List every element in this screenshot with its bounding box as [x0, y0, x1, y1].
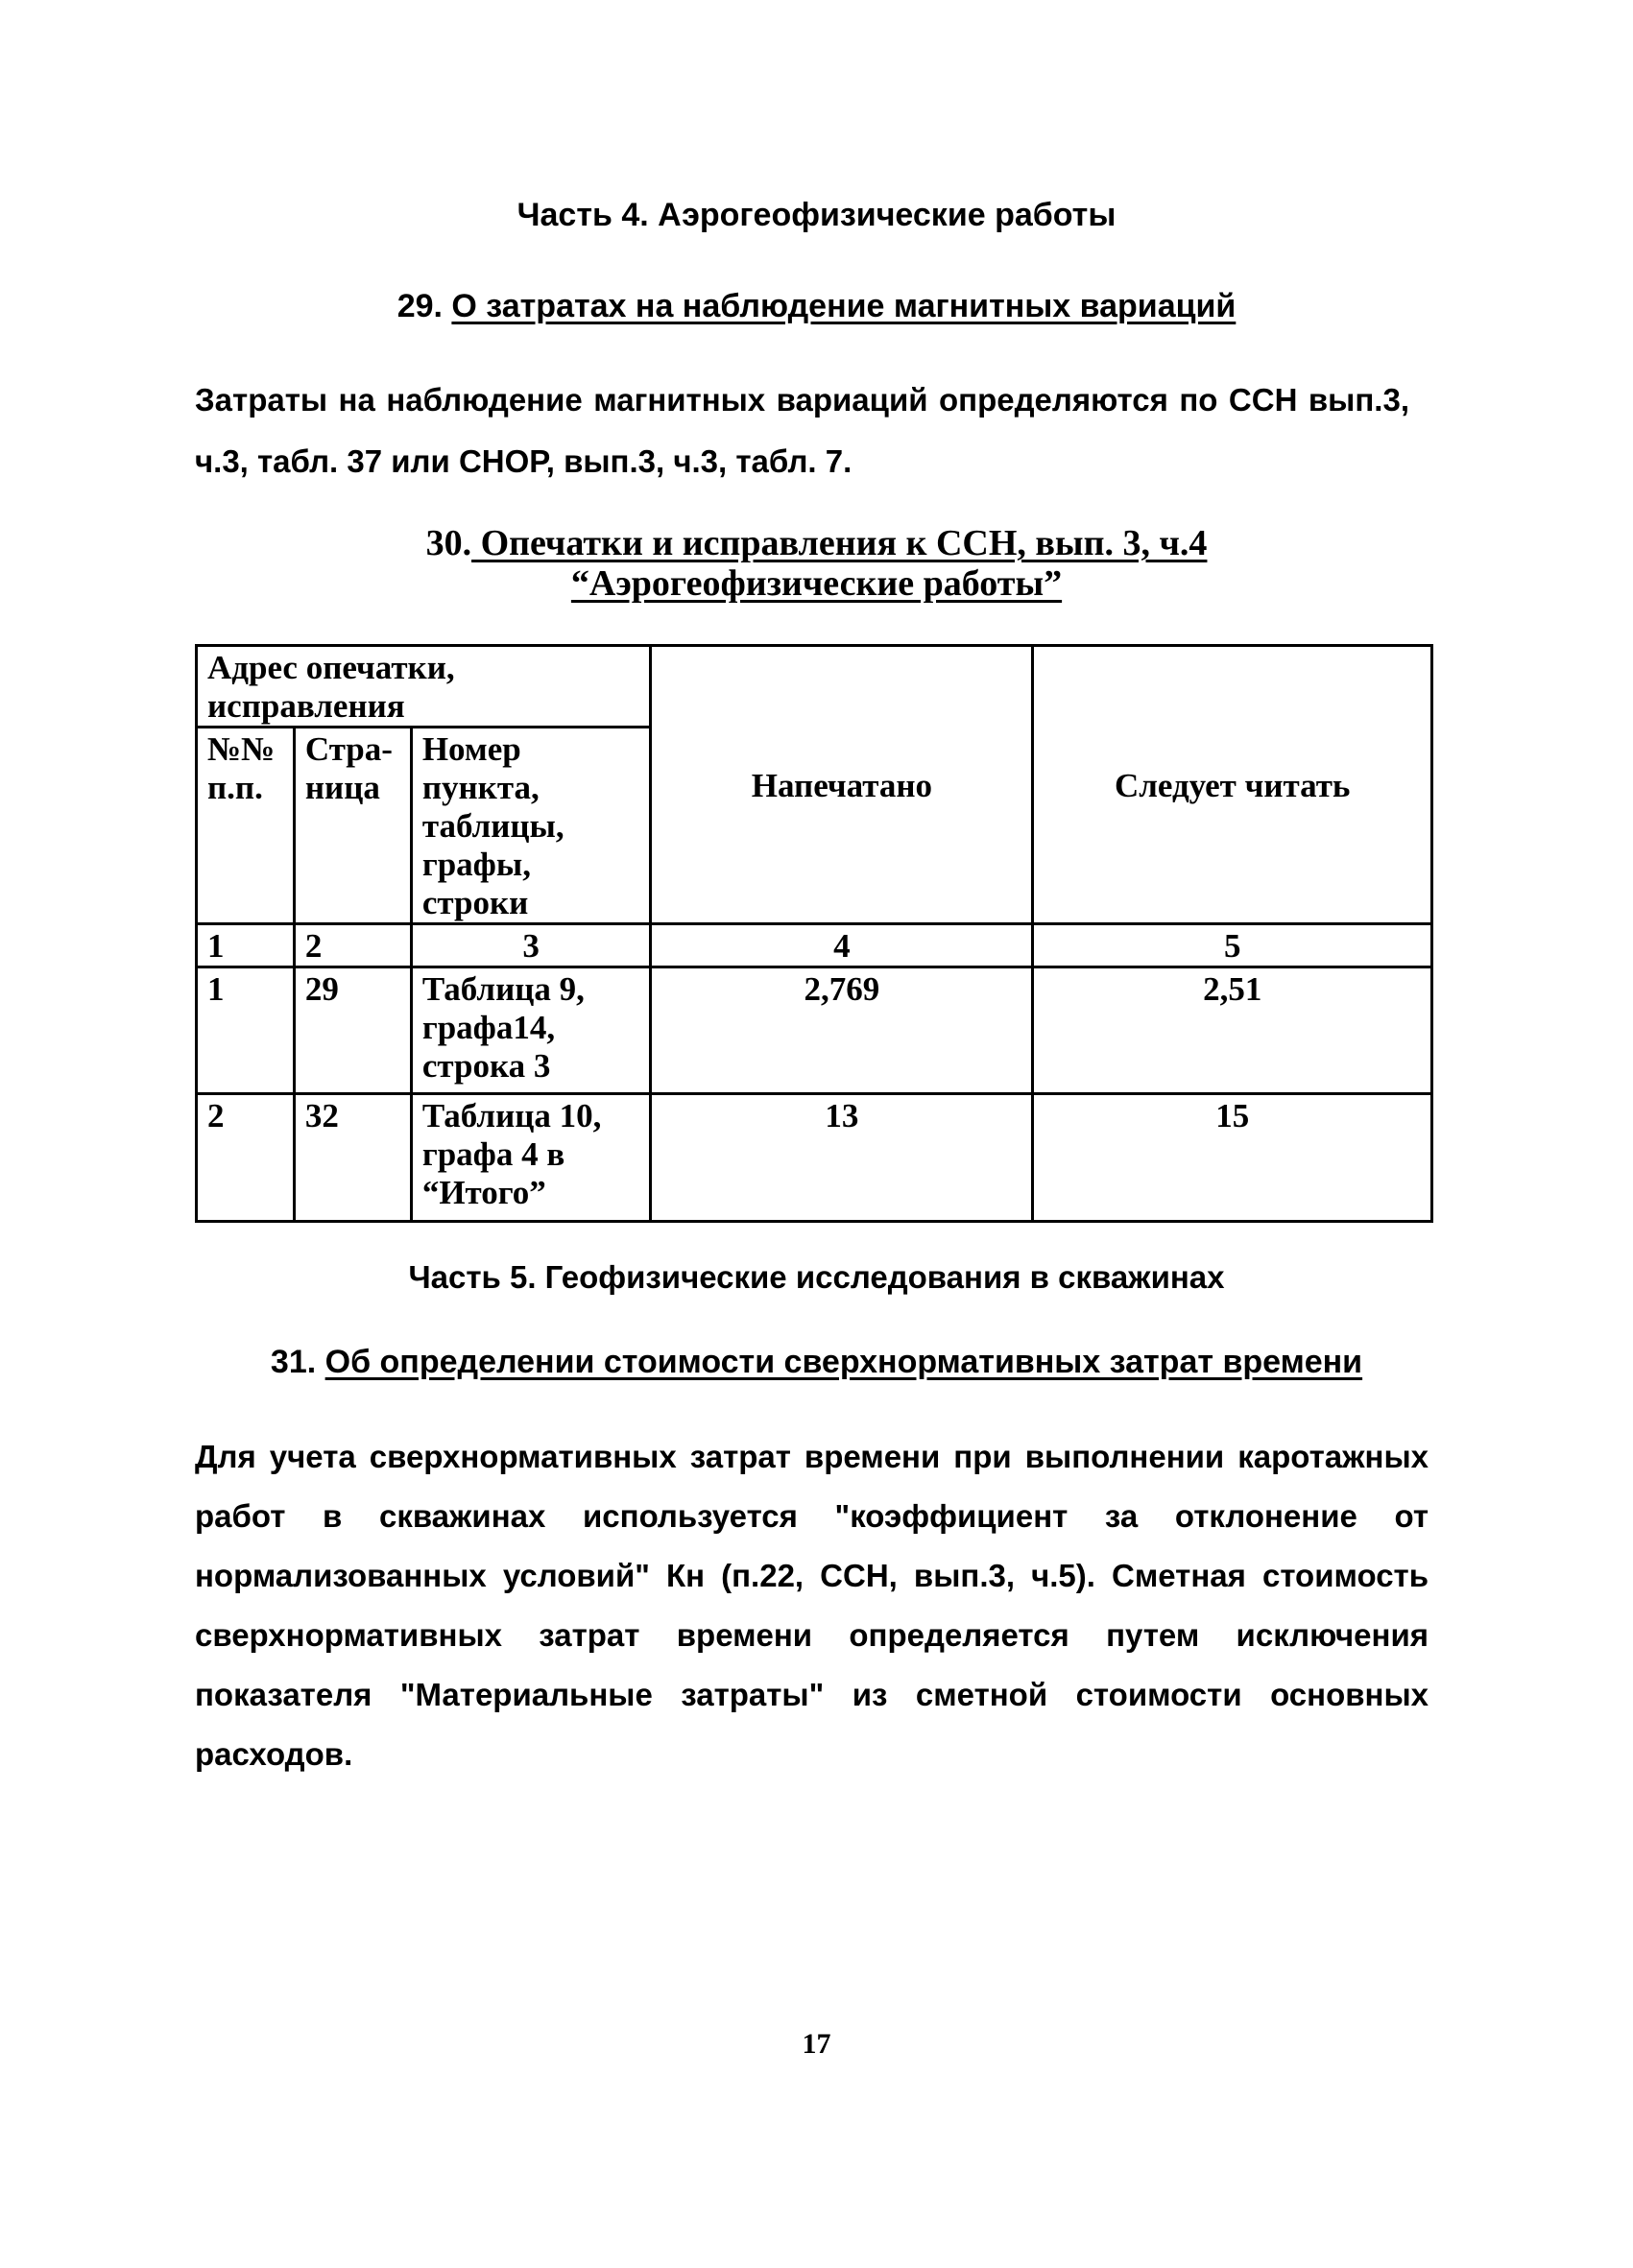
row-item: Таблица 9, графа14, строка 3	[411, 967, 651, 1094]
column-number: 5	[1033, 924, 1432, 967]
header-address: Адрес опечатки, исправления	[197, 646, 651, 728]
section-31-heading	[0, 1344, 1633, 1381]
page-number: 17	[802, 2028, 831, 2060]
table-row	[197, 1094, 1432, 1222]
table-header-row	[197, 646, 1432, 728]
row-should-read: 2,51	[1033, 967, 1432, 1094]
column-number: 2	[294, 924, 411, 967]
row-num: 2	[197, 1094, 295, 1222]
row-num: 1	[197, 967, 295, 1094]
table-column-numbers-row	[197, 924, 1432, 967]
header-should-read: Следует читать	[1033, 646, 1432, 924]
row-printed: 13	[651, 1094, 1033, 1222]
section-31-number: 31.	[270, 1344, 317, 1380]
section-30-title-line-1	[0, 523, 1633, 563]
section-29-number: 29.	[396, 288, 443, 324]
row-should-read: 15	[1033, 1094, 1432, 1222]
row-item: Таблица 10, графа 4 в “Итого”	[411, 1094, 651, 1222]
table-row	[197, 967, 1432, 1094]
section-31-body: Для учета сверхнормативных затрат времени при выполнении каротажных работ в скважинах используется "коэффициент за отклонение от нормализованных условий" Кн (п.22, ССН, вып.3, ч.5). Сметная стоимость сверхнормативных затрат времени определяется путем исключения показателя "Материальные затраты" из сметной стоимости основных расходов.	[195, 1439, 1429, 1772]
section-29-heading	[0, 288, 1633, 325]
row-printed: 2,769	[651, 967, 1033, 1094]
errata-table	[195, 644, 1433, 1223]
section-30-title-text: Опечатки и исправления к ССН, вып. 3, ч.4	[471, 523, 1208, 563]
row-page: 29	[294, 967, 411, 1094]
part-4-heading: Часть 4. Аэрогеофизические работы	[516, 197, 1117, 233]
row-page: 32	[294, 1094, 411, 1222]
part-5-heading: Часть 5. Геофизические исследования в скважинах	[408, 1259, 1225, 1295]
header-item: Номер пункта, таблицы, графы, строки	[411, 728, 651, 924]
section-29-title: О затратах на наблюдение магнитных вариаций	[451, 288, 1237, 324]
section-30-number: 30.	[425, 523, 472, 563]
section-31-title: Об определении стоимости сверхнормативных затрат времени	[324, 1344, 1363, 1380]
header-num: №№ п.п.	[197, 728, 295, 924]
header-page: Стра-ница	[294, 728, 411, 924]
section-30-title-line-2: “Аэрогеофизические работы”	[570, 563, 1063, 604]
column-number: 4	[651, 924, 1033, 967]
column-number: 1	[197, 924, 295, 967]
section-30-heading	[0, 523, 1633, 604]
column-number: 3	[411, 924, 651, 967]
header-printed: Напечатано	[651, 646, 1033, 924]
section-29-body: Затраты на наблюдение магнитных вариаций определяются по ССН вып.3, ч.3, табл. 37 или СНОР, вып.3, ч.3, табл. 7.	[195, 382, 1409, 479]
